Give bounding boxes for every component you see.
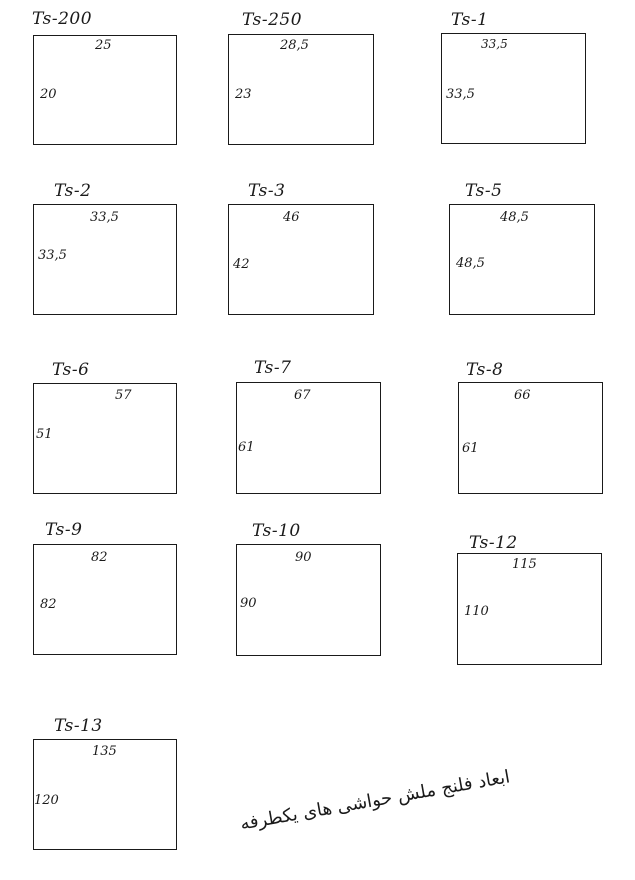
part-code: Ts-200 bbox=[32, 9, 93, 29]
top-dimension: 135 bbox=[92, 744, 117, 759]
handwritten-caption: ابعاد فلنج ملش حواشی های یکطرفه bbox=[238, 765, 512, 835]
side-dimension: 61 bbox=[462, 441, 479, 456]
part-code: Ts-13 bbox=[54, 716, 103, 736]
dimension-box bbox=[33, 383, 177, 494]
side-dimension: 42 bbox=[233, 257, 250, 272]
top-dimension: 67 bbox=[294, 388, 311, 403]
part-code: Ts-12 bbox=[469, 533, 518, 553]
side-dimension: 20 bbox=[40, 87, 57, 102]
top-dimension: 25 bbox=[95, 38, 112, 53]
side-dimension: 110 bbox=[464, 604, 489, 619]
part-code: Ts-7 bbox=[254, 358, 292, 378]
side-dimension: 33,5 bbox=[446, 87, 475, 102]
part-code: Ts-2 bbox=[54, 181, 92, 201]
top-dimension: 46 bbox=[283, 210, 300, 225]
top-dimension: 90 bbox=[295, 550, 312, 565]
side-dimension: 51 bbox=[36, 427, 53, 442]
top-dimension: 48,5 bbox=[500, 210, 529, 225]
part-code: Ts-5 bbox=[465, 181, 503, 201]
top-dimension: 66 bbox=[514, 388, 531, 403]
top-dimension: 57 bbox=[115, 388, 132, 403]
top-dimension: 33,5 bbox=[481, 37, 508, 51]
side-dimension: 61 bbox=[238, 440, 255, 455]
side-dimension: 90 bbox=[240, 596, 257, 611]
side-dimension: 23 bbox=[235, 87, 252, 102]
part-code: Ts-3 bbox=[248, 181, 286, 201]
part-code: Ts-10 bbox=[252, 521, 301, 541]
top-dimension: 115 bbox=[512, 557, 537, 572]
part-code: Ts-250 bbox=[242, 10, 303, 30]
top-dimension: 28,5 bbox=[280, 38, 309, 53]
part-code: Ts-9 bbox=[45, 520, 83, 540]
part-code: Ts-8 bbox=[466, 360, 504, 380]
part-code: Ts-6 bbox=[52, 360, 90, 380]
side-dimension: 33,5 bbox=[38, 248, 67, 263]
side-dimension: 82 bbox=[40, 597, 57, 612]
side-dimension: 120 bbox=[34, 793, 59, 808]
top-dimension: 82 bbox=[91, 550, 108, 565]
part-code: Ts-1 bbox=[451, 10, 489, 30]
top-dimension: 33,5 bbox=[90, 210, 119, 225]
side-dimension: 48,5 bbox=[456, 256, 485, 271]
